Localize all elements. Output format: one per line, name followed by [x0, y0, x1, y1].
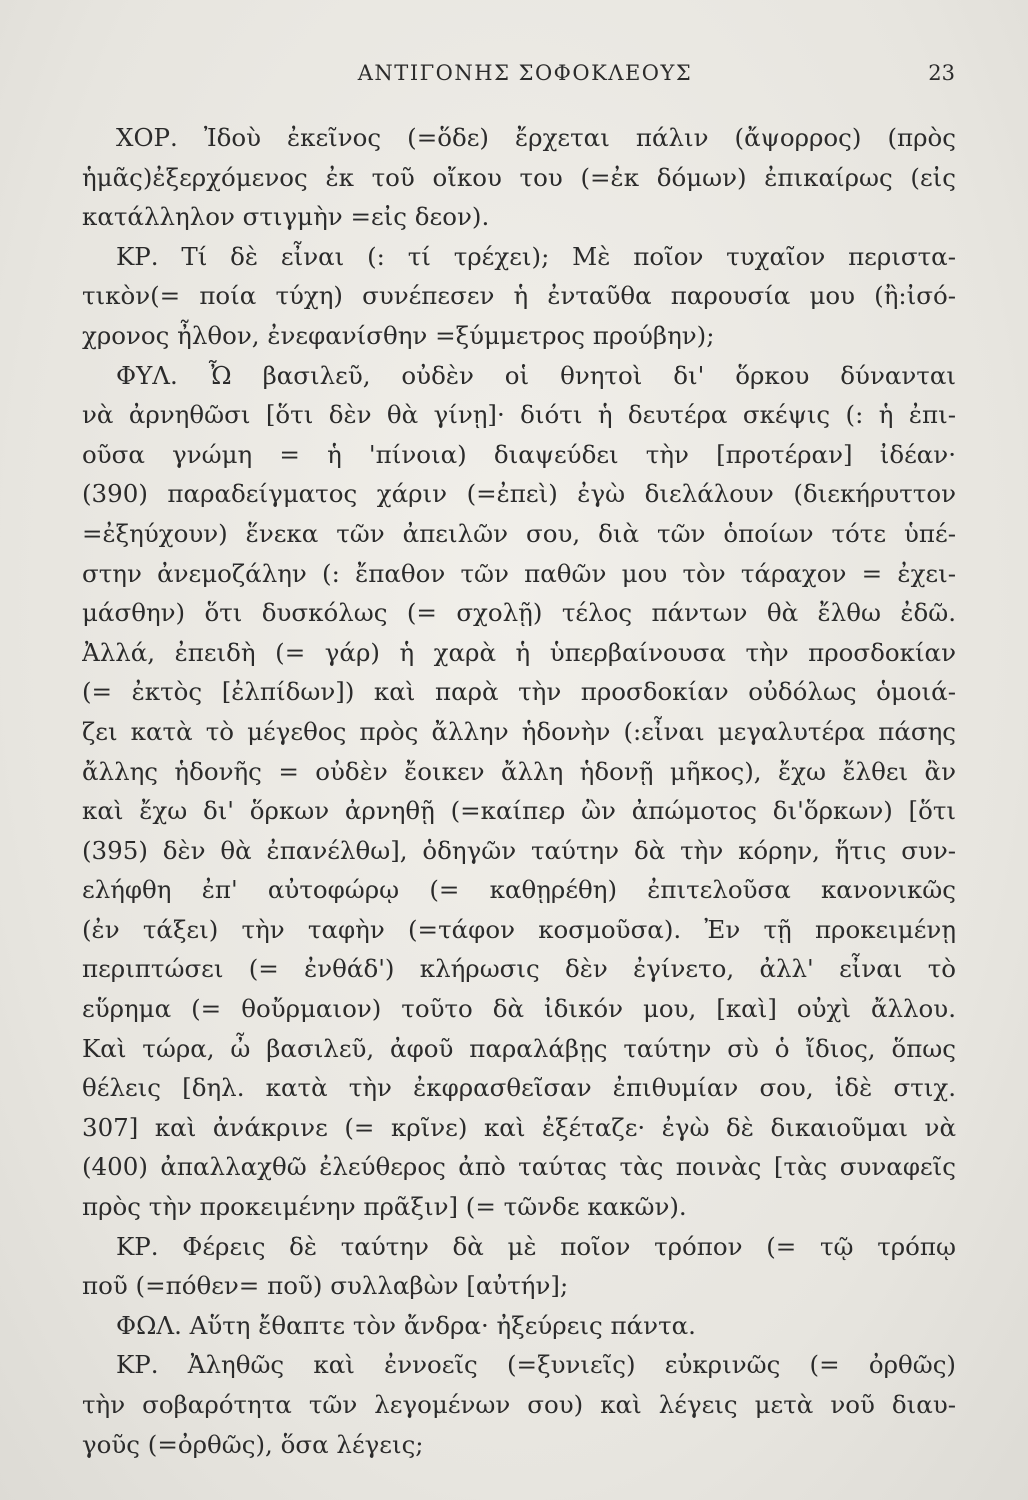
text-line: (400) ἀπαλλαχθῶ ἐλεύθερος ἀπὸ ταύτας τὰς ποινὰς [τὰς συναφεῖς	[82, 1152, 956, 1182]
text-line: κατάλληλον στιγμὴν =εἰς δεον).	[82, 202, 490, 232]
text-line: πρὸς τὴν προκειμένην πρᾶξιν] (= τῶνδε κακῶν).	[82, 1192, 687, 1222]
text-line: τὴν σοβαρότητα τῶν λεγομένων σου) καὶ λέγεις μετὰ νοῦ διαυ-	[82, 1390, 956, 1419]
text-line: (= ἐκτὸς [ἐλπίδων]) καὶ παρὰ τὴν προσδοκίαν οὐδόλως ὁμοιά-	[82, 677, 956, 707]
text-line: ΦΩΛ. Αὕτη ἔθαπτε τὸν ἄνδρα· ἠξεύρεις πάντα.	[116, 1310, 696, 1340]
page-number: 23	[928, 61, 955, 85]
text-line: εὕρημα (= θοὔρμαιον) τοῦτο δὰ ἰδικόν μου, [καὶ] οὐχὶ ἄλλου.	[82, 994, 956, 1024]
text-line: καὶ ἔχω δι' ὅρκων ἀρνηθῇ (=καίπερ ὢν ἀπώμοτος δι'ὅρκων) [ὅτι	[82, 796, 956, 826]
text-line: νὰ ἀρνηθῶσι [ὅτι δὲν θὰ γίνῃ]· διότι ἡ δευτέρα σκέψις (: ἡ ἐπι-	[82, 400, 956, 430]
text-line: ΚΡ. Τί δὲ εἶναι (: τί τρέχει); Μὲ ποῖον τυχαῖον περιστα-	[116, 241, 956, 271]
text-line: ΧΟΡ. Ἰδοὺ ἐκεῖνος (=ὅδε) ἔρχεται πάλιν (ἄψορρος) (πρὸς	[116, 123, 956, 152]
text-line: (390) παραδείγματος χάριν (=ἐπεὶ) ἐγὼ διελάλουν (διεκήρυττον	[82, 479, 956, 509]
text-line: περιπτώσει (= ἐνθάδ') κλήρωσις δὲν ἐγίνετο, ἀλλ' εἶναι τὸ	[82, 954, 956, 984]
text-line: γοῦς (=ὀρθῶς), ὅσα λέγεις;	[82, 1429, 424, 1459]
text-line: ΚΡ. Ἀληθῶς καὶ ἐννοεῖς (=ξυνιεῖς) εὐκρινῶς (= ὀρθῶς)	[116, 1350, 956, 1380]
text-line: (ἐν τάξει) τὴν ταφὴν (=τάφον κοσμοῦσα). Ἐν τῇ προκειμένῃ	[82, 914, 956, 944]
text-line: ἄλλης ἡδονῆς = οὐδὲν ἔοικεν ἄλλη ἡδονῇ μῆκος), ἔχω ἔλθει ἂν	[82, 756, 956, 786]
running-head: ΑΝΤΙΓΟΝΗΣ ΣΟΦΟΚΛΕΟΥΣ	[357, 61, 693, 85]
text-line: ποῦ (=πόθεν= ποῦ) συλλαβὼν [αὐτήν];	[82, 1271, 569, 1301]
text-line: ἡμᾶς)ἐξερχόμενος ἐκ τοῦ οἴκου του (=ἐκ δόμων) ἐπικαίρως (εἰς	[82, 162, 956, 192]
text-line: θέλεις [δηλ. κατὰ τὴν ἐκφρασθεῖσαν ἐπιθυμίαν σου, ἰδὲ στιχ.	[82, 1073, 956, 1103]
text-line: =ἐξηύχουν) ἕνεκα τῶν ἀπειλῶν σου, διὰ τῶν ὁποίων τότε ὑπέ-	[82, 518, 956, 548]
text-line: ΦΥΛ. Ὦ βασιλεῦ, οὐδὲν οἱ θνητοὶ δι' ὅρκου δύνανται	[116, 360, 956, 390]
text-line: Ἀλλά, ἐπειδὴ (= γάρ) ἡ χαρὰ ἡ ὑπερβαίνουσα τὴν προσδοκίαν	[82, 637, 956, 667]
page-header	[95, 55, 955, 95]
text-line: μάσθην) ὅτι δυσκόλως (= σχολῇ) τέλος πάντων θὰ ἔλθω ἐδῶ.	[82, 598, 956, 628]
text-line: (395) δὲν θὰ ἐπανέλθω], ὁδηγῶν ταύτην δὰ τὴν κόρην, ἥτις συν-	[82, 835, 956, 865]
text-line: ζει κατὰ τὸ μέγεθος πρὸς ἄλλην ἡδονὴν (:εἶναι μεγαλυτέρα πάσης	[82, 716, 956, 746]
text-line: στην ἀνεμοζάλην (: ἔπαθον τῶν παθῶν μου τὸν τάραχον = ἐχει-	[82, 558, 956, 588]
text-line: Καὶ τώρα, ὦ βασιλεῦ, ἀφοῦ παραλάβῃς ταύτην σὺ ὁ ἴδιος, ὅπως	[82, 1033, 956, 1063]
text-line: ΚΡ. Φέρεις δὲ ταύτην δὰ μὲ ποῖον τρόπον (= τῷ τρόπῳ	[116, 1231, 956, 1261]
page-body	[82, 118, 956, 1464]
text-line: ελήφθη ἐπ' αὐτοφώρῳ (= καθῃρέθη) ἐπιτελοῦσα κανονικῶς	[82, 875, 956, 905]
text-line: χρονος ἦλθον, ἐνεφανίσθην =ξύμμετρος προύβην);	[82, 320, 715, 350]
text-line: οῦσα γνώμη = ἡ 'πίνοια) διαψεύδει τὴν [προτέραν] ἰδέαν·	[82, 439, 956, 469]
text-line: τικὸν(= ποία τύχη) συνέπεσεν ἡ ἐνταῦθα παρουσία μου (ἢ:ἰσό-	[82, 281, 956, 311]
text-line: 307] καὶ ἀνάκρινε (= κρῖνε) καὶ ἐξέταζε· ἐγὼ δὲ δικαιοῦμαι νὰ	[82, 1112, 956, 1142]
